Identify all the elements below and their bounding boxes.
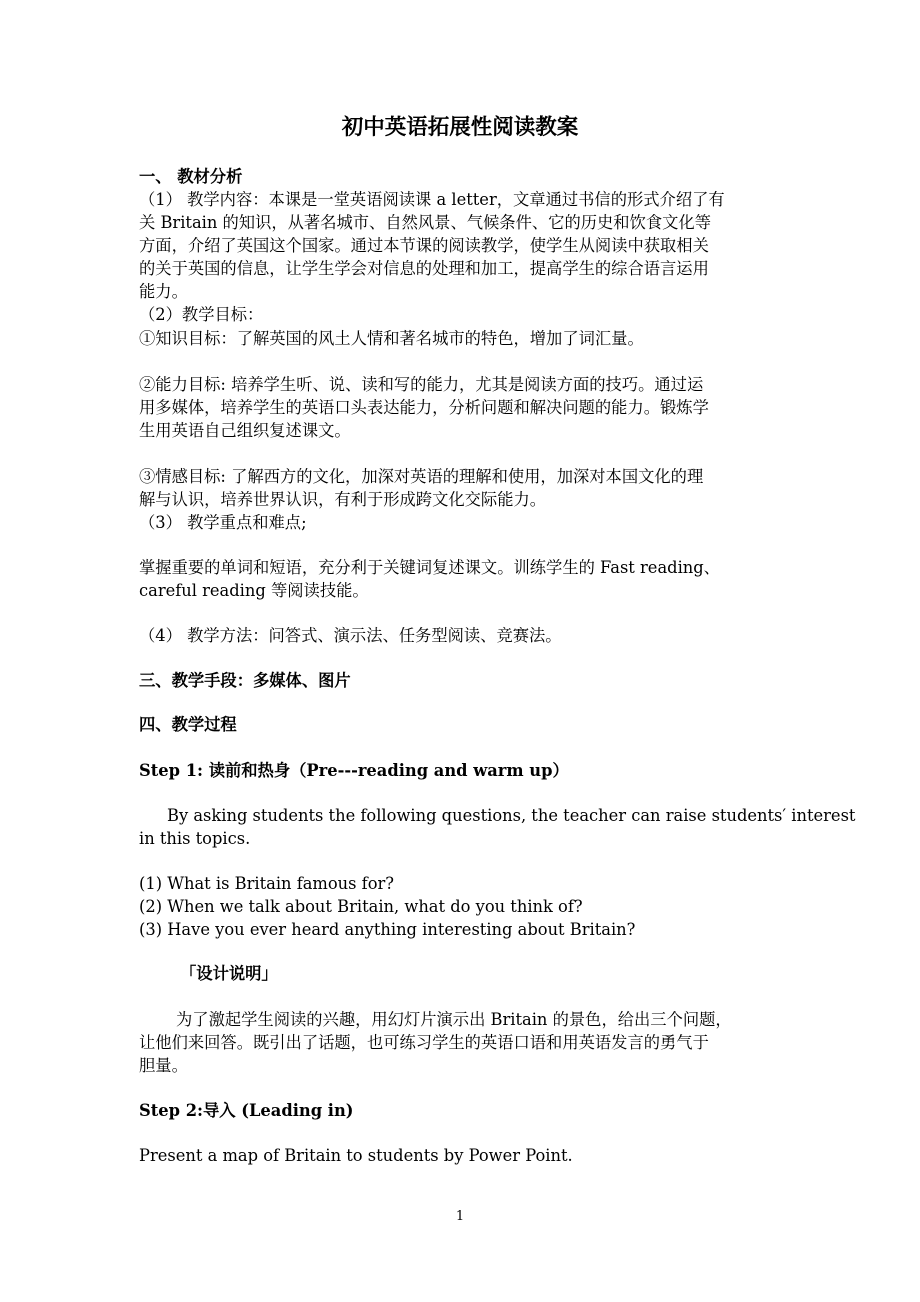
question-item: (3) Have you ever heard anything interesting about Britain? [139,920,636,939]
question-item: (1) What is Britain famous for? [139,874,395,893]
section3-heading: 三、教学手段：多媒体、图片 [139,671,351,690]
step1-intro-line: in this topics. [139,829,251,848]
keypoints-heading: （3） 教学重点和难点; [139,513,307,532]
page-number: 1 [455,1209,465,1224]
content-line: 能力。 [139,282,188,301]
goal-knowledge: ①知识目标：了解英国的风土人情和著名城市的特色，增加了词汇量。 [139,329,644,348]
step1-intro-line: By asking students the following questions, the teacher can raise students′ interest [167,806,856,825]
content-line: （1） 教学内容：本课是一堂英语阅读课 a letter，文章通过书信的形式介绍了有 [139,190,725,209]
question-item: (2) When we talk about Britain, what do you think of? [139,897,583,916]
goal-emotion-line: 解与认识，培养世界认识，有利于形成跨文化交际能力。 [139,490,547,509]
goal-ability-line: 生用英语自己组织复述课文。 [139,421,351,440]
design-note-line: 让他们来回答。既引出了话题，也可练习学生的英语口语和用英语发言的勇气于 [139,1033,709,1052]
content-line: 方面，介绍了英国这个国家。通过本节课的阅读教学，使学生从阅读中获取相关 [139,236,709,255]
step2-text: Present a map of Britain to students by Power Point. [139,1146,573,1165]
keypoints-line: 掌握重要的单词和短语，充分利于关键词复述课文。训练学生的 Fast reading、 [139,558,720,577]
goal-ability-line: 用多媒体，培养学生的英语口头表达能力，分析问题和解决问题的能力。锻炼学 [139,398,709,417]
section1-heading: 一、 教材分析 [139,167,243,186]
step1-heading: Step 1: 读前和热身（Pre---reading and warm up） [139,761,569,780]
page-title: 初中英语拓展性阅读教案 [341,115,579,140]
design-note-line: 为了激起学生阅读的兴趣，用幻灯片演示出 Britain 的景色，给出三个问题， [176,1010,732,1029]
goal-ability-line: ②能力目标: 培养学生听、说、读和写的能力，尤其是阅读方面的技巧。通过运 [139,375,704,394]
content-line: 的关于英国的信息，让学生学会对信息的处理和加工，提高学生的综合语言运用 [139,259,709,278]
design-note-line: 胆量。 [139,1056,188,1075]
teaching-methods: （4） 教学方法：问答式、演示法、任务型阅读、竞赛法。 [139,626,562,645]
keypoints-line: careful reading 等阅读技能。 [139,581,369,600]
section4-heading: 四、教学过程 [139,715,237,734]
goal-emotion-line: ③情感目标: 了解西方的文化，加深对英语的理解和使用，加深对本国文化的理 [139,467,704,486]
goals-heading: （2）教学目标： [139,305,264,324]
design-note-label: 「设计说明」 [180,964,278,983]
step2-heading: Step 2:导入 (Leading in) [139,1101,354,1120]
content-line: 关 Britain 的知识，从著名城市、自然风景、气候条件、它的历史和饮食文化等 [139,213,711,232]
